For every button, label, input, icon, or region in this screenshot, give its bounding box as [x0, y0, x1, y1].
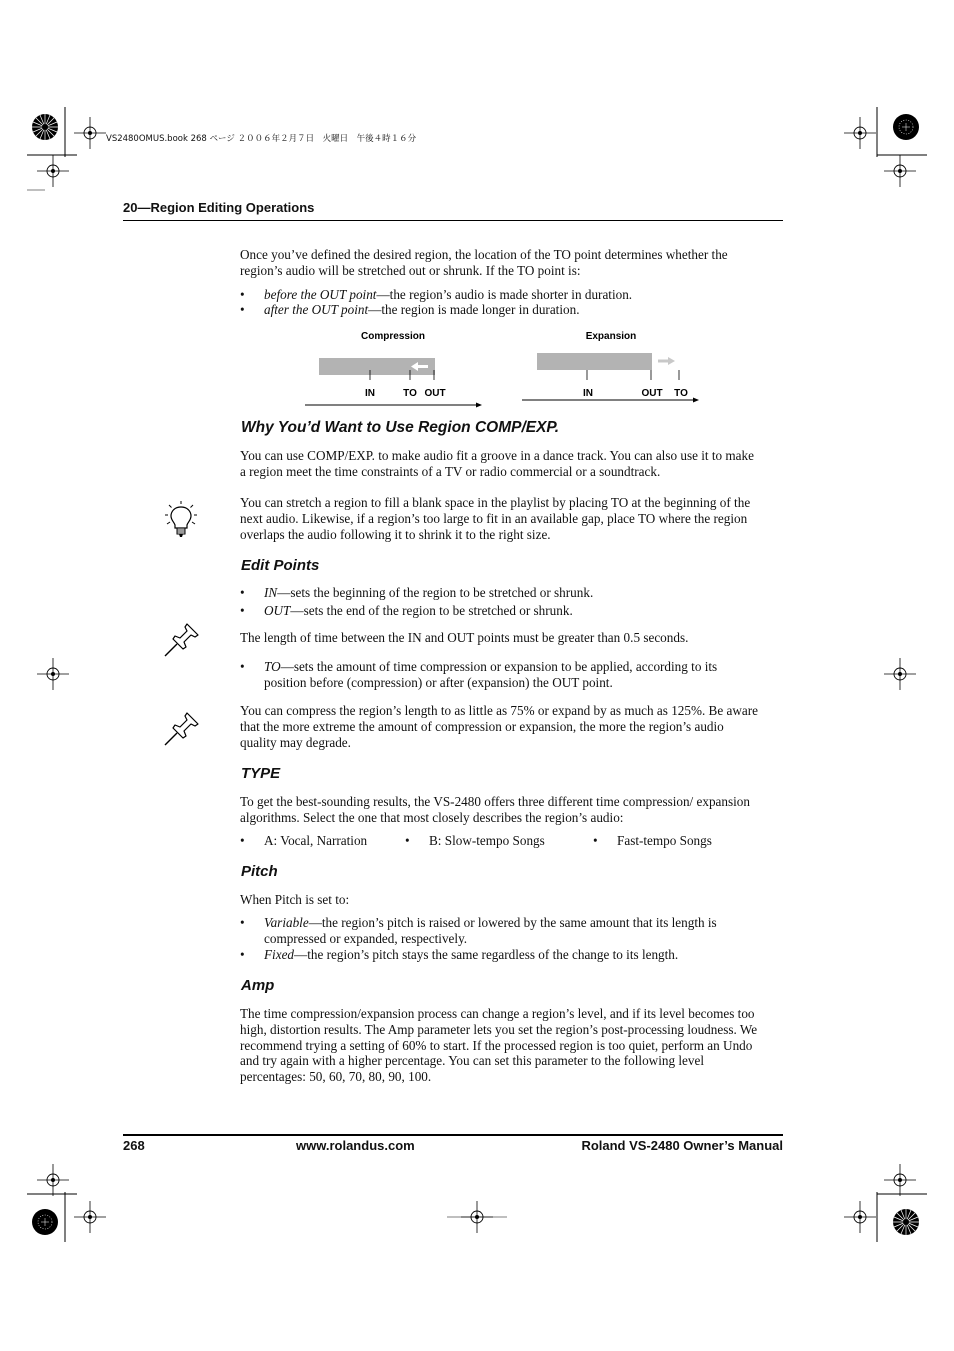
- expansion-arrow-icon: [658, 357, 675, 365]
- section-heading: Edit Points: [241, 557, 320, 574]
- compression-out-label: OUT: [424, 388, 446, 399]
- amp-paragraph: The time compression/expansion process can change a region’s level, and if its level becomes too high, distortion results. The Amp parameter lets you set the region’s post-processing loudness. We recommend trying a setting of 60% to start. If the processed region is too quiet, perform an Undo and try again with a higher percentage. You can set this parameter to the following level percentages: 50, 60, 70, 80, 90, 100.: [240, 1006, 758, 1085]
- footer-manual-title: Roland VS-2480 Owner’s Manual: [581, 1138, 783, 1153]
- pushpin-note-icon: [163, 711, 201, 747]
- list-item: [405, 833, 545, 849]
- bullet-icon: •: [240, 833, 245, 848]
- print-slug: VS2480OMUS.book 268 ページ ２００６年２月７日 火曜日 午後４時１６分: [106, 134, 417, 144]
- expansion-in-label: IN: [583, 388, 593, 399]
- bullet-term: before the OUT point: [264, 287, 377, 302]
- timeline-arrowhead-icon: [693, 398, 699, 403]
- expansion-to-label: TO: [674, 388, 688, 399]
- bullet-icon: •: [240, 603, 245, 618]
- bullet-icon: •: [240, 302, 245, 317]
- bullet-term: Fixed: [264, 947, 295, 962]
- lightbulb-tip-icon: [164, 501, 198, 539]
- compression-in-label: IN: [365, 388, 375, 399]
- section-heading: Pitch: [241, 863, 278, 880]
- timeline-arrowhead-icon: [476, 403, 482, 408]
- header-rule: [123, 220, 783, 221]
- section-heading: Why You’d Want to Use Region COMP/EXP.: [241, 419, 560, 436]
- compression-title: Compression: [361, 331, 425, 342]
- bullet-icon: •: [240, 915, 245, 930]
- note-paragraph: You can compress the region’s length to as little as 75% or expand by as much as 125%. Be aware that the more extreme the amount of compression or expansion, the more the region’s audio quality may degrade.: [240, 703, 758, 750]
- comp-exp-diagram: [300, 325, 720, 415]
- bullet-icon: •: [240, 659, 245, 674]
- chapter-header: 20—Region Editing Operations: [123, 200, 315, 215]
- note-paragraph: The length of time between the IN and OUT points must be greater than 0.5 seconds.: [240, 630, 689, 645]
- footer-rule: [123, 1134, 783, 1136]
- bullet-text: —sets the amount of time compression or expansion to be applied, according to its position before (compression) or after (expansion) the OUT point.: [264, 659, 718, 690]
- expansion-title: Expansion: [585, 331, 637, 342]
- bullet-text: —sets the beginning of the region to be stretched or shrunk.: [277, 585, 594, 600]
- bullet-icon: •: [593, 833, 598, 848]
- section-heading: TYPE: [241, 765, 281, 782]
- diagram-graphic: [300, 325, 720, 415]
- intro-paragraph: Once you’ve defined the desired region, the location of the TO point determines whether the region’s audio will be stretched out or shrunk. If the TO point is:: [240, 247, 728, 278]
- pitch-intro: When Pitch is set to:: [240, 892, 350, 907]
- bullet-term: TO: [264, 659, 281, 674]
- tip-paragraph: You can stretch a region to fill a blank space in the playlist by placing TO at the beginning of the next audio. Likewise, if a region’s too large to fit in an available gap, place TO where the region overlaps the audio following it to shrink it to the right size.: [240, 495, 751, 542]
- pushpin-note-icon: [163, 622, 201, 658]
- bullet-term: Variable: [264, 915, 309, 930]
- bullet-term: after the OUT point: [264, 302, 369, 317]
- page-number: 268: [123, 1138, 145, 1153]
- bullet-text: —the region’s audio is made shorter in duration.: [376, 287, 633, 302]
- list-item: [240, 833, 368, 849]
- bullet-text: —the region is made longer in duration.: [368, 302, 580, 317]
- bullet-icon: •: [240, 585, 245, 600]
- footer-url[interactable]: www.rolandus.com: [296, 1138, 415, 1153]
- bullet-icon: •: [240, 287, 245, 302]
- type-option: Fast-tempo Songs: [617, 833, 712, 848]
- bullet-text: —the region’s pitch stays the same regardless of the change to its length.: [294, 947, 679, 962]
- type-paragraph: To get the best-sounding results, the VS-2480 offers three different time compression/ expansion algorithms. Select the one that most closely describes the region’s audio:: [240, 794, 750, 825]
- type-option: B: Slow-tempo Songs: [429, 833, 545, 848]
- bullet-icon: •: [405, 833, 410, 848]
- bullet-text: —sets the end of the region to be stretched or shrunk.: [290, 603, 573, 618]
- bullet-term: OUT: [264, 603, 291, 618]
- compression-to-label: TO: [403, 388, 417, 399]
- section-heading: Amp: [241, 977, 275, 994]
- expansion-region-bar: [537, 353, 652, 370]
- bullet-term: IN: [264, 585, 278, 600]
- list-item: [593, 833, 712, 849]
- why-paragraph: You can use COMP/EXP. to make audio fit a groove in a dance track. You can also use it to make a region meet the time constraints of a TV or radio commercial or a soundtrack.: [240, 448, 754, 479]
- bullet-icon: •: [240, 947, 245, 962]
- type-option: A: Vocal, Narration: [264, 833, 368, 848]
- bullet-text: —the region’s pitch is raised or lowered by the same amount that its length is compressed or expanded, respectively.: [264, 915, 717, 946]
- expansion-out-label: OUT: [641, 388, 663, 399]
